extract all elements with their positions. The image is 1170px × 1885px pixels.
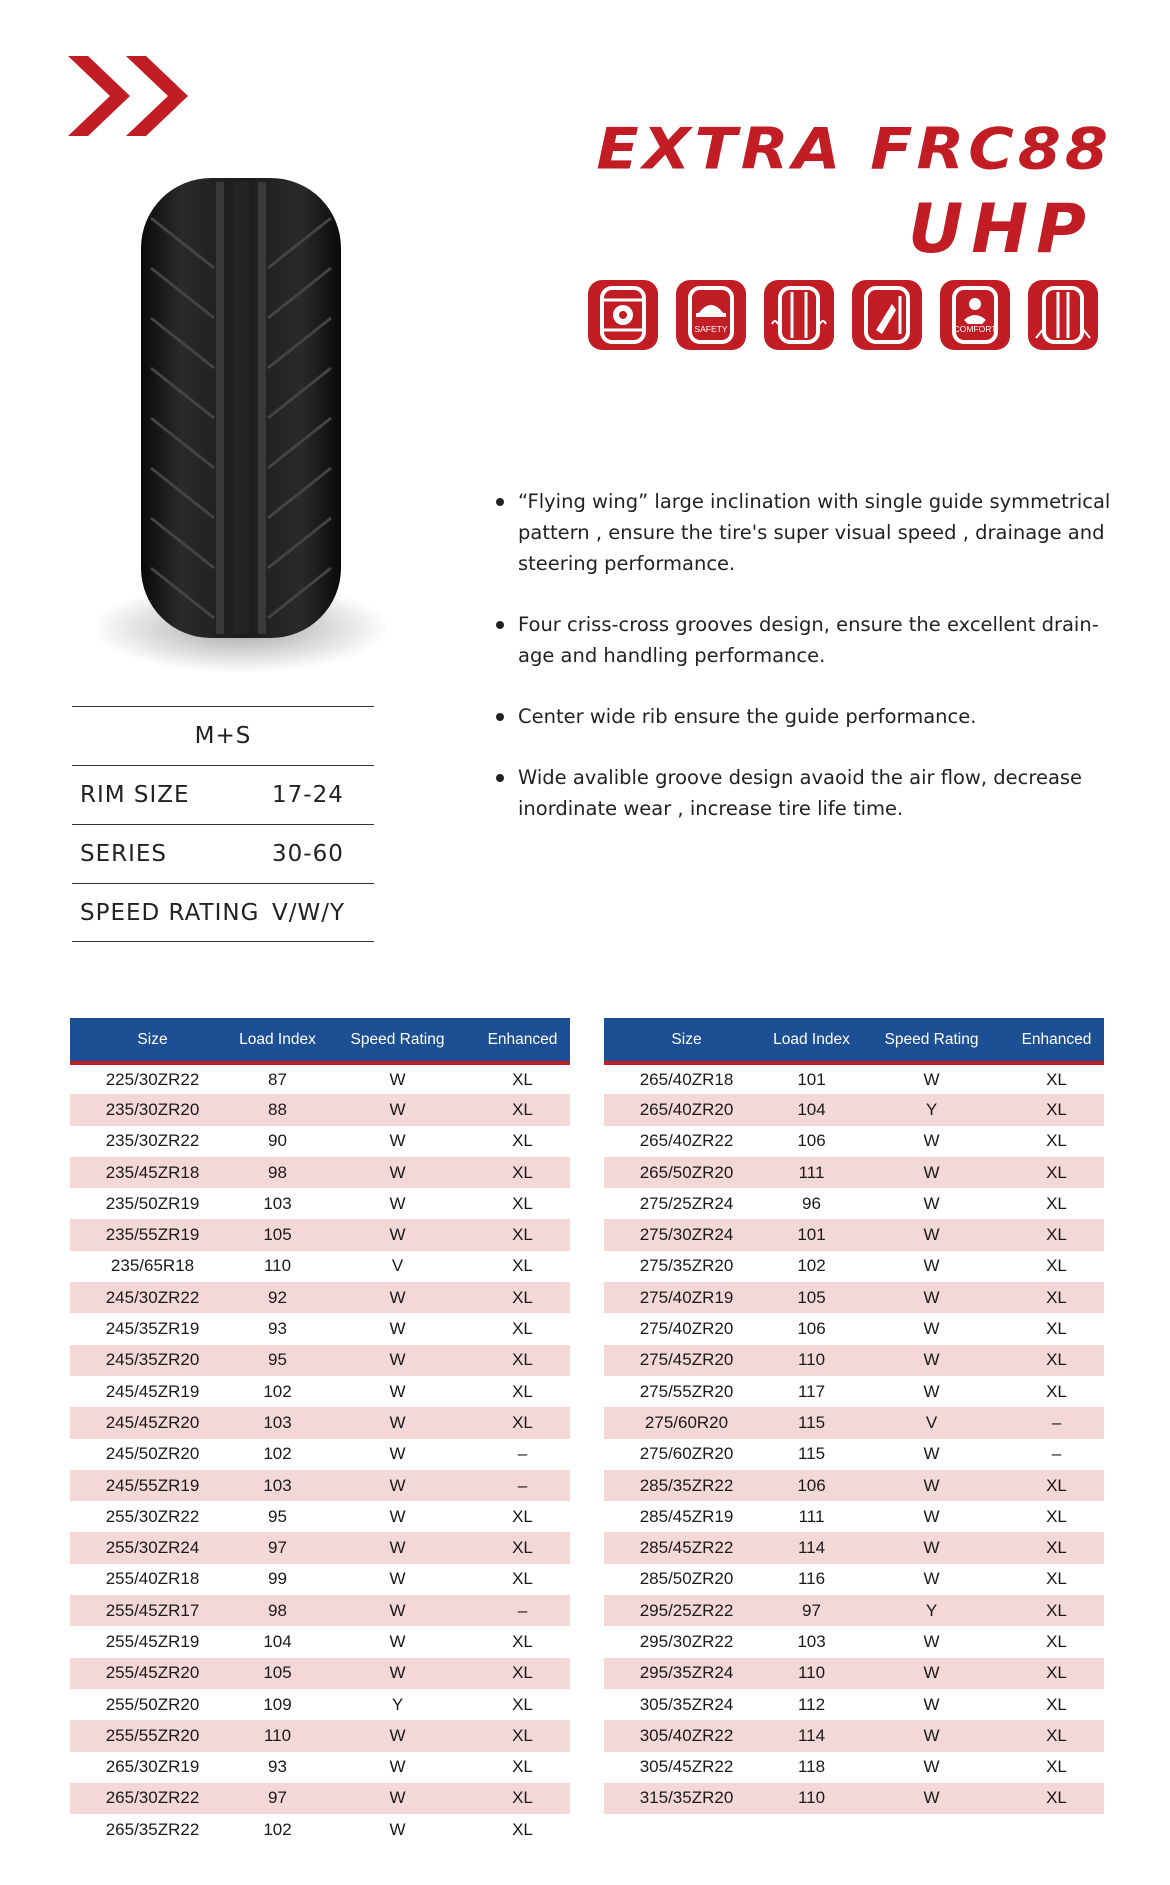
table-cell: XL xyxy=(1009,1219,1104,1250)
table-cell: W xyxy=(320,1532,475,1563)
table-cell: 111 xyxy=(798,1506,825,1526)
table-cell: – xyxy=(517,1444,528,1464)
table-cell: 109 xyxy=(263,1694,292,1714)
table-cell: XL xyxy=(512,1506,533,1526)
table-cell: XL xyxy=(1046,1381,1067,1401)
table-cell: W xyxy=(854,1783,1009,1814)
table-cell: 235/30ZR22 xyxy=(105,1131,200,1151)
tire-image xyxy=(96,158,386,678)
table-cell: W xyxy=(854,1345,1009,1376)
table-row xyxy=(70,1157,570,1188)
table-cell: 275/60ZR20 xyxy=(639,1444,734,1464)
table-cell: W xyxy=(320,1219,475,1250)
size-table-left xyxy=(70,1018,570,1845)
table-cell: 103 xyxy=(235,1470,320,1501)
table-row xyxy=(70,1720,570,1751)
table-cell: 265/40ZR22 xyxy=(639,1131,734,1151)
spec-header: M+S xyxy=(72,706,374,765)
table-cell: 105 xyxy=(769,1282,854,1313)
table-row xyxy=(70,1470,570,1501)
table-cell: 255/50ZR20 xyxy=(105,1694,200,1714)
table-cell: 255/30ZR24 xyxy=(70,1532,235,1563)
table-cell: W xyxy=(389,1069,406,1089)
spec-row-rim-size: RIM SIZE 17-24 xyxy=(72,765,374,824)
table-cell: XL xyxy=(512,1069,533,1089)
table-cell: 315/35ZR20 xyxy=(604,1783,769,1814)
table-cell: W xyxy=(854,1157,1009,1188)
table-cell: 95 xyxy=(235,1345,320,1376)
table-cell: 103 xyxy=(235,1407,320,1438)
table-row xyxy=(70,1783,570,1814)
table-cell: 245/45ZR20 xyxy=(70,1407,235,1438)
table-cell: 103 xyxy=(263,1193,292,1213)
table-cell: 97 xyxy=(235,1532,320,1563)
table-cell: XL xyxy=(1009,1345,1104,1376)
table-cell: 118 xyxy=(797,1757,826,1777)
feature-icon-row xyxy=(588,280,1098,350)
table-cell: 110 xyxy=(263,1256,292,1276)
table-cell: 275/55ZR20 xyxy=(639,1381,734,1401)
table-cell: W xyxy=(854,1282,1009,1313)
table-cell: 102 xyxy=(263,1819,292,1839)
table-row xyxy=(604,1689,1104,1720)
table-cell: W xyxy=(854,1720,1009,1751)
table-row xyxy=(604,1094,1104,1125)
table-cell: W xyxy=(320,1595,475,1626)
table-cell: W xyxy=(320,1407,475,1438)
table-cell: 265/35ZR22 xyxy=(105,1819,200,1839)
table-cell: W xyxy=(320,1470,475,1501)
table-cell: 110 xyxy=(235,1720,320,1751)
table-cell: XL xyxy=(1046,1757,1067,1777)
table-cell: W xyxy=(923,1444,940,1464)
table-cell: W xyxy=(389,1444,406,1464)
table-cell: XL xyxy=(1046,1694,1067,1714)
table-cell: W xyxy=(923,1757,940,1777)
table-cell: 93 xyxy=(268,1757,287,1777)
table-cell: Y xyxy=(391,1694,404,1714)
table-cell: – xyxy=(475,1470,570,1501)
table-cell: 255/45ZR17 xyxy=(70,1595,235,1626)
table-cell: 295/30ZR22 xyxy=(639,1631,734,1651)
table-cell: W xyxy=(923,1631,940,1651)
table-row xyxy=(70,1282,570,1313)
table-row xyxy=(604,1251,1104,1282)
table-cell: 265/40ZR20 xyxy=(604,1094,769,1125)
table-cell: XL xyxy=(1009,1470,1104,1501)
table-row xyxy=(70,1188,570,1219)
table-cell: 245/50ZR20 xyxy=(105,1444,200,1464)
feature-item: Wide avalible groove design avaoid the air flow, decrease inordinate wear , increase tire life time. xyxy=(496,762,1116,824)
table-row xyxy=(70,1251,570,1282)
table-row xyxy=(604,1157,1104,1188)
table-cell: XL xyxy=(475,1094,570,1125)
table-cell: W xyxy=(320,1094,475,1125)
handling-icon xyxy=(852,280,922,350)
column-header-speed-rating: Speed Rating xyxy=(320,1018,475,1063)
table-cell: 98 xyxy=(235,1595,320,1626)
table-cell: XL xyxy=(1009,1532,1104,1563)
table-cell: 255/40ZR18 xyxy=(105,1569,200,1589)
safety-icon: SAFETY xyxy=(676,280,746,350)
table-row xyxy=(604,1376,1104,1407)
column-header-load-index: Load Index xyxy=(769,1018,854,1063)
table-cell: XL xyxy=(512,1193,533,1213)
table-cell: W xyxy=(320,1658,475,1689)
table-cell: XL xyxy=(1046,1256,1067,1276)
table-cell: XL xyxy=(512,1694,533,1714)
table-cell: W xyxy=(389,1631,406,1651)
table-row xyxy=(604,1126,1104,1157)
table-cell: 275/35ZR20 xyxy=(639,1256,734,1276)
table-cell: 245/35ZR20 xyxy=(70,1345,235,1376)
product-subtitle: UHP xyxy=(908,190,1094,269)
table-row xyxy=(604,1219,1104,1250)
table-row xyxy=(604,1658,1104,1689)
table-cell: XL xyxy=(1009,1783,1104,1814)
table-cell: 105 xyxy=(235,1219,320,1250)
table-row xyxy=(70,1626,570,1657)
table-cell: XL xyxy=(475,1720,570,1751)
table-cell: 95 xyxy=(268,1506,287,1526)
table-cell: 305/35ZR24 xyxy=(639,1694,734,1714)
table-cell: XL xyxy=(1009,1658,1104,1689)
table-cell: 305/45ZR22 xyxy=(639,1757,734,1777)
table-row xyxy=(70,1094,570,1125)
table-cell: Y xyxy=(854,1094,1009,1125)
column-header-enhanced: Enhanced xyxy=(1009,1018,1104,1063)
table-cell: 235/55ZR19 xyxy=(70,1219,235,1250)
table-cell: W xyxy=(389,1381,406,1401)
table-cell: 106 xyxy=(797,1319,826,1339)
table-cell: XL xyxy=(512,1819,533,1839)
table-row xyxy=(70,1501,570,1532)
table-cell: W xyxy=(320,1720,475,1751)
table-cell: W xyxy=(389,1131,406,1151)
table-row xyxy=(604,1282,1104,1313)
table-row xyxy=(604,1470,1104,1501)
table-cell: W xyxy=(320,1345,475,1376)
table-cell: XL xyxy=(475,1407,570,1438)
table-cell: W xyxy=(320,1282,475,1313)
table-row xyxy=(70,1752,570,1783)
table-cell: 102 xyxy=(263,1381,292,1401)
table-cell: 275/45ZR20 xyxy=(604,1345,769,1376)
table-cell: XL xyxy=(1046,1631,1067,1651)
table-row xyxy=(70,1532,570,1563)
table-cell: W xyxy=(389,1757,406,1777)
table-cell: 285/45ZR22 xyxy=(604,1532,769,1563)
table-cell: W xyxy=(923,1569,940,1589)
table-cell: W xyxy=(923,1131,940,1151)
drainage-icon xyxy=(764,280,834,350)
spec-table xyxy=(72,706,374,942)
feature-list xyxy=(496,486,1116,854)
table-cell: XL xyxy=(475,1157,570,1188)
table-cell: V xyxy=(391,1256,404,1276)
table-cell: 265/40ZR18 xyxy=(639,1069,734,1089)
column-header-size: Size xyxy=(604,1018,769,1063)
table-cell: XL xyxy=(512,1319,533,1339)
table-cell: XL xyxy=(512,1256,533,1276)
table-cell: XL xyxy=(1046,1193,1067,1213)
table-cell: W xyxy=(923,1694,940,1714)
table-cell: 93 xyxy=(268,1319,287,1339)
table-row xyxy=(70,1345,570,1376)
table-cell: 98 xyxy=(235,1157,320,1188)
table-row xyxy=(70,1313,570,1344)
table-row xyxy=(604,1063,1104,1094)
table-cell: 97 xyxy=(769,1595,854,1626)
table-cell: XL xyxy=(512,1131,533,1151)
column-header-load-index: Load Index xyxy=(235,1018,320,1063)
table-cell: 103 xyxy=(797,1631,826,1651)
table-cell: XL xyxy=(512,1631,533,1651)
table-cell: 90 xyxy=(268,1131,287,1151)
tread-wear-icon xyxy=(1028,280,1098,350)
table-cell: 255/45ZR20 xyxy=(70,1658,235,1689)
table-row xyxy=(604,1501,1104,1532)
table-cell: 114 xyxy=(769,1532,854,1563)
table-cell: 275/40ZR19 xyxy=(604,1282,769,1313)
table-cell: 104 xyxy=(769,1094,854,1125)
table-cell: W xyxy=(923,1506,940,1526)
table-cell: – xyxy=(1009,1407,1104,1438)
table-cell: 235/30ZR20 xyxy=(70,1094,235,1125)
table-cell: 117 xyxy=(797,1381,826,1401)
table-cell: 285/35ZR22 xyxy=(604,1470,769,1501)
table-cell: XL xyxy=(1046,1069,1067,1089)
table-cell: 115 xyxy=(769,1407,854,1438)
table-row xyxy=(70,1658,570,1689)
table-cell: 275/40ZR20 xyxy=(639,1319,734,1339)
table-cell: 245/35ZR19 xyxy=(105,1319,200,1339)
column-header-enhanced: Enhanced xyxy=(475,1018,570,1063)
table-cell: W xyxy=(923,1256,940,1276)
table-row xyxy=(604,1626,1104,1657)
table-cell: XL xyxy=(475,1282,570,1313)
feature-item: Center wide rib ensure the guide performance. xyxy=(496,701,1116,732)
table-row xyxy=(604,1407,1104,1438)
table-cell: 295/25ZR22 xyxy=(604,1595,769,1626)
table-cell: 87 xyxy=(268,1069,287,1089)
table-cell: 99 xyxy=(268,1569,287,1589)
table-row xyxy=(604,1595,1104,1626)
table-cell: 106 xyxy=(797,1131,826,1151)
table-row xyxy=(70,1689,570,1720)
table-cell: 110 xyxy=(769,1658,854,1689)
feature-item: Four criss-cross grooves design, ensure the excellent drain-age and handling performance. xyxy=(496,609,1116,671)
table-cell: V xyxy=(854,1407,1009,1438)
table-row xyxy=(604,1752,1104,1783)
table-cell: 112 xyxy=(797,1694,826,1714)
table-cell: XL xyxy=(512,1757,533,1777)
table-cell: W xyxy=(854,1532,1009,1563)
table-cell: W xyxy=(854,1470,1009,1501)
table-row xyxy=(70,1814,570,1845)
table-cell: XL xyxy=(1009,1595,1104,1626)
table-cell: XL xyxy=(1009,1157,1104,1188)
table-cell: W xyxy=(923,1069,940,1089)
table-cell: 92 xyxy=(235,1282,320,1313)
table-cell: 225/30ZR22 xyxy=(105,1069,200,1089)
table-row xyxy=(70,1564,570,1595)
table-cell: W xyxy=(923,1193,940,1213)
table-cell: W xyxy=(389,1569,406,1589)
table-cell: 102 xyxy=(263,1444,292,1464)
table-cell: XL xyxy=(1009,1094,1104,1125)
table-row xyxy=(70,1126,570,1157)
feature-item: “Flying wing” large inclination with single guide symmetrical pattern , ensure the tire's super visual speed , drainage and steering performance. xyxy=(496,486,1116,579)
table-cell: 111 xyxy=(769,1157,854,1188)
table-cell: XL xyxy=(475,1345,570,1376)
table-cell: 115 xyxy=(797,1444,826,1464)
table-cell: XL xyxy=(1046,1569,1067,1589)
table-cell: W xyxy=(389,1193,406,1213)
table-cell: 245/55ZR19 xyxy=(70,1470,235,1501)
table-cell: 97 xyxy=(235,1783,320,1814)
table-row xyxy=(70,1595,570,1626)
table-cell: 88 xyxy=(235,1094,320,1125)
table-cell: 275/60R20 xyxy=(604,1407,769,1438)
table-cell: 245/30ZR22 xyxy=(70,1282,235,1313)
table-cell: 105 xyxy=(235,1658,320,1689)
table-cell: XL xyxy=(1046,1319,1067,1339)
spec-row-series: SERIES 30-60 xyxy=(72,824,374,883)
table-cell: 275/30ZR24 xyxy=(604,1219,769,1250)
table-cell: 101 xyxy=(769,1219,854,1250)
table-row xyxy=(70,1407,570,1438)
table-row xyxy=(604,1313,1104,1344)
table-cell: 255/30ZR22 xyxy=(105,1506,200,1526)
table-row xyxy=(604,1188,1104,1219)
table-row xyxy=(604,1720,1104,1751)
table-row xyxy=(70,1219,570,1250)
table-row xyxy=(604,1532,1104,1563)
table-cell: XL xyxy=(1046,1131,1067,1151)
table-cell: 110 xyxy=(769,1783,854,1814)
table-cell: XL xyxy=(512,1569,533,1589)
table-cell: 114 xyxy=(769,1720,854,1751)
table-cell: W xyxy=(389,1319,406,1339)
table-cell: 104 xyxy=(263,1631,292,1651)
table-cell: 96 xyxy=(802,1193,821,1213)
double-chevron-logo-icon xyxy=(68,56,198,136)
table-cell: XL xyxy=(475,1658,570,1689)
table-cell: 285/45ZR19 xyxy=(639,1506,734,1526)
product-title: EXTRA FRC88 xyxy=(596,114,1112,183)
table-row xyxy=(70,1439,570,1470)
table-cell: 265/30ZR22 xyxy=(70,1783,235,1814)
table-row xyxy=(70,1376,570,1407)
table-cell: 235/45ZR18 xyxy=(70,1157,235,1188)
table-cell: 255/55ZR20 xyxy=(70,1720,235,1751)
table-cell: 110 xyxy=(769,1345,854,1376)
table-cell: W xyxy=(923,1381,940,1401)
size-table-right xyxy=(604,1018,1104,1814)
table-cell: 235/65R18 xyxy=(110,1256,195,1276)
table-cell: – xyxy=(475,1595,570,1626)
table-row xyxy=(604,1439,1104,1470)
table-cell: 235/50ZR19 xyxy=(105,1193,200,1213)
table-cell: 106 xyxy=(769,1470,854,1501)
table-cell: 265/30ZR19 xyxy=(105,1757,200,1777)
table-cell: 295/35ZR24 xyxy=(604,1658,769,1689)
table-cell: W xyxy=(320,1157,475,1188)
table-cell: XL xyxy=(512,1381,533,1401)
table-cell: 255/45ZR19 xyxy=(105,1631,200,1651)
table-row xyxy=(604,1345,1104,1376)
table-cell: 265/50ZR20 xyxy=(604,1157,769,1188)
table-row xyxy=(604,1783,1104,1814)
table-cell: – xyxy=(1051,1444,1062,1464)
table-cell: W xyxy=(389,1506,406,1526)
table-cell: W xyxy=(854,1658,1009,1689)
comfort-icon: COMFORT xyxy=(940,280,1010,350)
table-cell: 116 xyxy=(797,1569,826,1589)
table-cell: W xyxy=(389,1819,406,1839)
column-header-speed-rating: Speed Rating xyxy=(854,1018,1009,1063)
column-header-size: Size xyxy=(70,1018,235,1063)
table-cell: XL xyxy=(1009,1282,1104,1313)
table-cell: 275/25ZR24 xyxy=(639,1193,734,1213)
table-cell: XL xyxy=(475,1532,570,1563)
table-cell: XL xyxy=(475,1783,570,1814)
table-row xyxy=(604,1564,1104,1595)
table-cell: XL xyxy=(1046,1506,1067,1526)
spec-row-speed-rating: SPEED RATING V/W/Y xyxy=(72,883,374,942)
table-cell: 305/40ZR22 xyxy=(604,1720,769,1751)
table-cell: W xyxy=(854,1219,1009,1250)
table-cell: XL xyxy=(475,1219,570,1250)
table-cell: Y xyxy=(854,1595,1009,1626)
table-cell: 245/45ZR19 xyxy=(105,1381,200,1401)
table-cell: W xyxy=(320,1783,475,1814)
table-cell: W xyxy=(923,1319,940,1339)
braking-icon xyxy=(588,280,658,350)
table-cell: 102 xyxy=(797,1256,826,1276)
table-cell: XL xyxy=(1009,1720,1104,1751)
table-row xyxy=(70,1063,570,1094)
table-cell: 101 xyxy=(797,1069,826,1089)
table-cell: 285/50ZR20 xyxy=(639,1569,734,1589)
